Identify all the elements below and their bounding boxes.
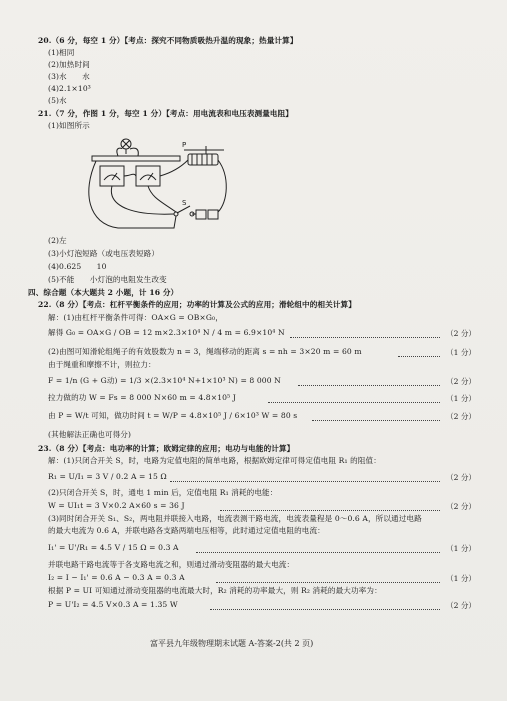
q22-line-2: 解得 G₀ = OA×G / OB = 12 m×2.3×10⁴ N / 4 m = 6.9×10⁴ N xyxy=(48,328,285,337)
q22-line-5: F = 1/n (G + G动) = 1/3 ×(2.3×10⁴ N+1×10³ N) = 8 000 N xyxy=(48,376,281,385)
q20-answer-4: (4)2.1×10³ xyxy=(48,84,91,93)
q21-answer-5: (5)不能 小灯泡的电阻发生改变 xyxy=(48,275,167,284)
q23-line-2: R₁ = U/I₁ = 3 V / 0.2 A = 15 Ω xyxy=(48,472,167,481)
switch-label: S xyxy=(182,199,187,207)
q23-line-6: 的最大电流为 0.6 A，并联电路各支路两端电压相等，此时通过定值电阻的电流： xyxy=(48,526,325,535)
q23-points-5: （2 分） xyxy=(446,601,477,610)
q23-line-5: (3)同时闭合开关 S₁、S₂，两电阻并联接入电路，电流表测干路电流，电流表量程是 0～0.6 A，所以通过电路 xyxy=(48,514,422,523)
q23-line-1: 解：(1)只闭合开关 S，时，电路为定值电阻的简单电路，根据欧姆定律可得定值电阻 R₁ 的阻值： xyxy=(48,456,381,465)
q23-line-8: 并联电路干路电流等于各支路电流之和，则通过滑动变阻器的最大电流： xyxy=(48,560,295,569)
q22-points-3: （2 分） xyxy=(446,377,477,386)
q21-answer-3: (3)小灯泡短路（或电压表短路） xyxy=(48,249,160,258)
circuit-diagram xyxy=(78,132,238,237)
q22-points-4: （1 分） xyxy=(446,394,477,403)
q23-points-3: （1 分） xyxy=(446,544,477,553)
q23-points-4: （1 分） xyxy=(446,574,477,583)
q23-points-2: （2 分） xyxy=(446,502,477,511)
q23-line-7: I₁' = U'/R₁ = 4.5 V / 15 Ω = 0.3 A xyxy=(48,543,179,552)
q22-points-2: （1 分） xyxy=(446,348,477,357)
q23-heading: 23.（8 分）【考点：电功率的计算；欧姆定律的应用；电功与电能的计算】 xyxy=(38,444,295,453)
q21-answer-2: (2)左 xyxy=(48,236,67,245)
voltmeter-icon xyxy=(136,166,160,186)
q22-line-6: 拉力做的功 W = Fs = 8 000 N×60 m = 4.8×10⁵ J xyxy=(48,393,236,402)
q23-points-1: （2 分） xyxy=(446,473,477,482)
q23-line-4: W = UI₁t = 3 V×0.2 A×60 s = 36 J xyxy=(48,501,185,510)
q22-line-4: 由于绳重和摩擦不计，则拉力： xyxy=(48,360,156,369)
q23-line-9: I₂ = I − I₁' = 0.6 A − 0.3 A = 0.3 A xyxy=(48,573,185,582)
ammeter-icon xyxy=(100,166,124,186)
q22-line-1: 解：(1)由杠杆平衡条件可得：OA×G = OB×G₀， xyxy=(48,313,223,322)
q21-heading: 21.（7 分，作图 1 分，每空 1 分）【考点：用电流表和电压表测量电阻】 xyxy=(38,109,294,118)
q22-line-7: 由 P = W/t 可知，做功时间 t = W/P = 4.8×10⁵ J / 6×10³ W = 80 s xyxy=(48,411,298,420)
q21-answer-4: (4)0.625 10 xyxy=(48,262,107,271)
q20-answer-2: (2)加热时间 xyxy=(48,60,90,69)
q23-line-10: 根据 P = UI 可知通过滑动变阻器的电流最大时，R₂ 消耗的功率最大，则 R₂ 消耗的最大功率为： xyxy=(48,586,382,595)
q22-line-8: (其他解法正确也可得分) xyxy=(48,430,132,439)
q23-line-11: P = U'I₂ = 4.5 V×0.3 A = 1.35 W xyxy=(48,600,178,609)
rheostat-slider-label: P xyxy=(182,141,187,149)
q20-answer-5: (5)水 xyxy=(48,96,67,105)
q20-answer-1: (1)相同 xyxy=(48,48,75,57)
q21-figure-caption: (1)如图所示 xyxy=(48,121,90,130)
section-heading: 四、综合题（本大题共 2 小题，计 16 分） xyxy=(28,288,179,297)
board xyxy=(92,156,180,161)
q22-points-5: （2 分） xyxy=(446,412,477,421)
q20-heading: 20.（6 分，每空 1 分）【考点：探究不同物质吸热升温的现象；热量计算】 xyxy=(38,36,298,45)
q22-heading: 22.（8 分）【考点：杠杆平衡条件的应用；功率的计算及公式的应用；滑轮组中的相关计算】 xyxy=(38,300,356,309)
q22-line-3: (2)由图可知滑轮组绳子的有效股数为 n = 3，绳端移动的距离 s = nh = 3×20 m = 60 m xyxy=(48,347,362,356)
q22-points-1: （2 分） xyxy=(446,329,477,338)
page-footer: 富平县九年级物理期末试题 A-答案-2(共 2 页) xyxy=(150,639,314,648)
q20-answer-3: (3)水 水 xyxy=(48,72,90,81)
q23-line-3: (2)只闭合开关 S，时，通电 1 min 后，定值电阻 R₁ 消耗的电能： xyxy=(48,488,278,497)
